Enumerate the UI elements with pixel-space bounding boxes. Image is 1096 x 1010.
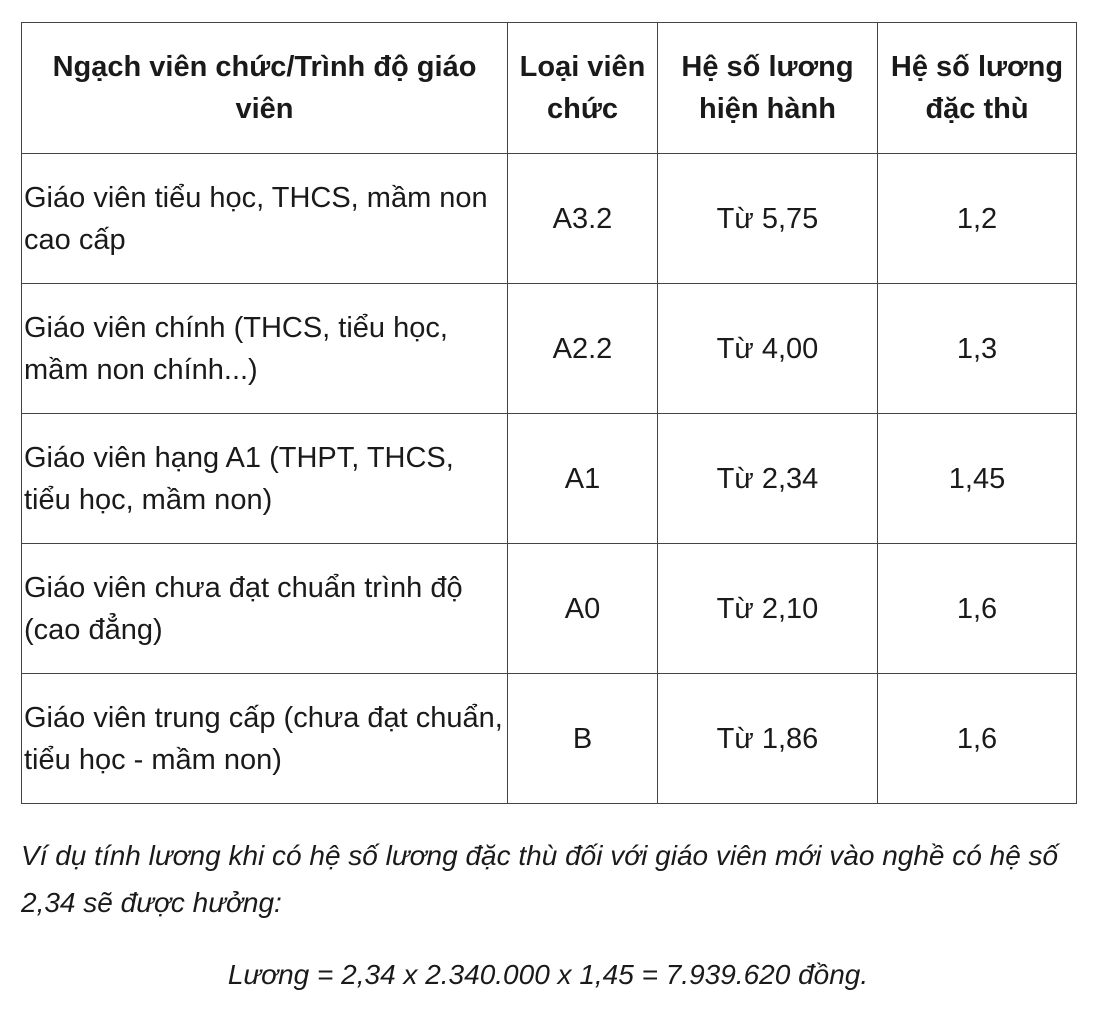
current-coefficient-cell: Từ 1,86 (658, 674, 878, 804)
special-coefficient-cell: 1,3 (878, 284, 1077, 414)
special-coefficient-cell: 1,6 (878, 674, 1077, 804)
header-rank: Ngạch viên chức/Trình độ giáo viên (22, 23, 508, 154)
current-coefficient-cell: Từ 5,75 (658, 154, 878, 284)
example-intro: Ví dụ tính lương khi có hệ số lương đặc thù đối với giáo viên mới vào nghề có hệ số 2,34 sẽ được hưởng: (21, 840, 1059, 918)
rank-cell: Giáo viên trung cấp (chưa đạt chuẩn, tiểu học - mầm non) (22, 674, 508, 804)
type-cell: A0 (508, 544, 658, 674)
header-current-coefficient: Hệ số lương hiện hành (658, 23, 878, 154)
type-cell: A3.2 (508, 154, 658, 284)
rank-cell: Giáo viên chính (THCS, tiểu học, mầm non chính...) (22, 284, 508, 414)
rank-cell: Giáo viên chưa đạt chuẩn trình độ (cao đẳng) (22, 544, 508, 674)
current-coefficient-cell: Từ 4,00 (658, 284, 878, 414)
table-row (22, 544, 1077, 674)
salary-formula: Lương = 2,34 x 2.340.000 x 1,45 = 7.939.620 đồng. (227, 959, 869, 990)
special-coefficient-cell: 1,45 (878, 414, 1077, 544)
rank-cell: Giáo viên hạng A1 (THPT, THCS, tiểu học, mầm non) (22, 414, 508, 544)
special-coefficient-cell: 1,6 (878, 544, 1077, 674)
rank-cell: Giáo viên tiểu học, THCS, mầm non cao cấp (22, 154, 508, 284)
table-row (22, 674, 1077, 804)
special-coefficient-cell: 1,2 (878, 154, 1077, 284)
current-coefficient-cell: Từ 2,10 (658, 544, 878, 674)
header-type: Loại viên chức (508, 23, 658, 154)
type-cell: A1 (508, 414, 658, 544)
table-header-row (22, 23, 1077, 154)
type-cell: A2.2 (508, 284, 658, 414)
table-row (22, 284, 1077, 414)
table-row (22, 154, 1077, 284)
header-special-coefficient: Hệ số lương đặc thù (878, 23, 1077, 154)
type-cell: B (508, 674, 658, 804)
table-row (22, 414, 1077, 544)
salary-coefficient-table (21, 22, 1077, 804)
current-coefficient-cell: Từ 2,34 (658, 414, 878, 544)
